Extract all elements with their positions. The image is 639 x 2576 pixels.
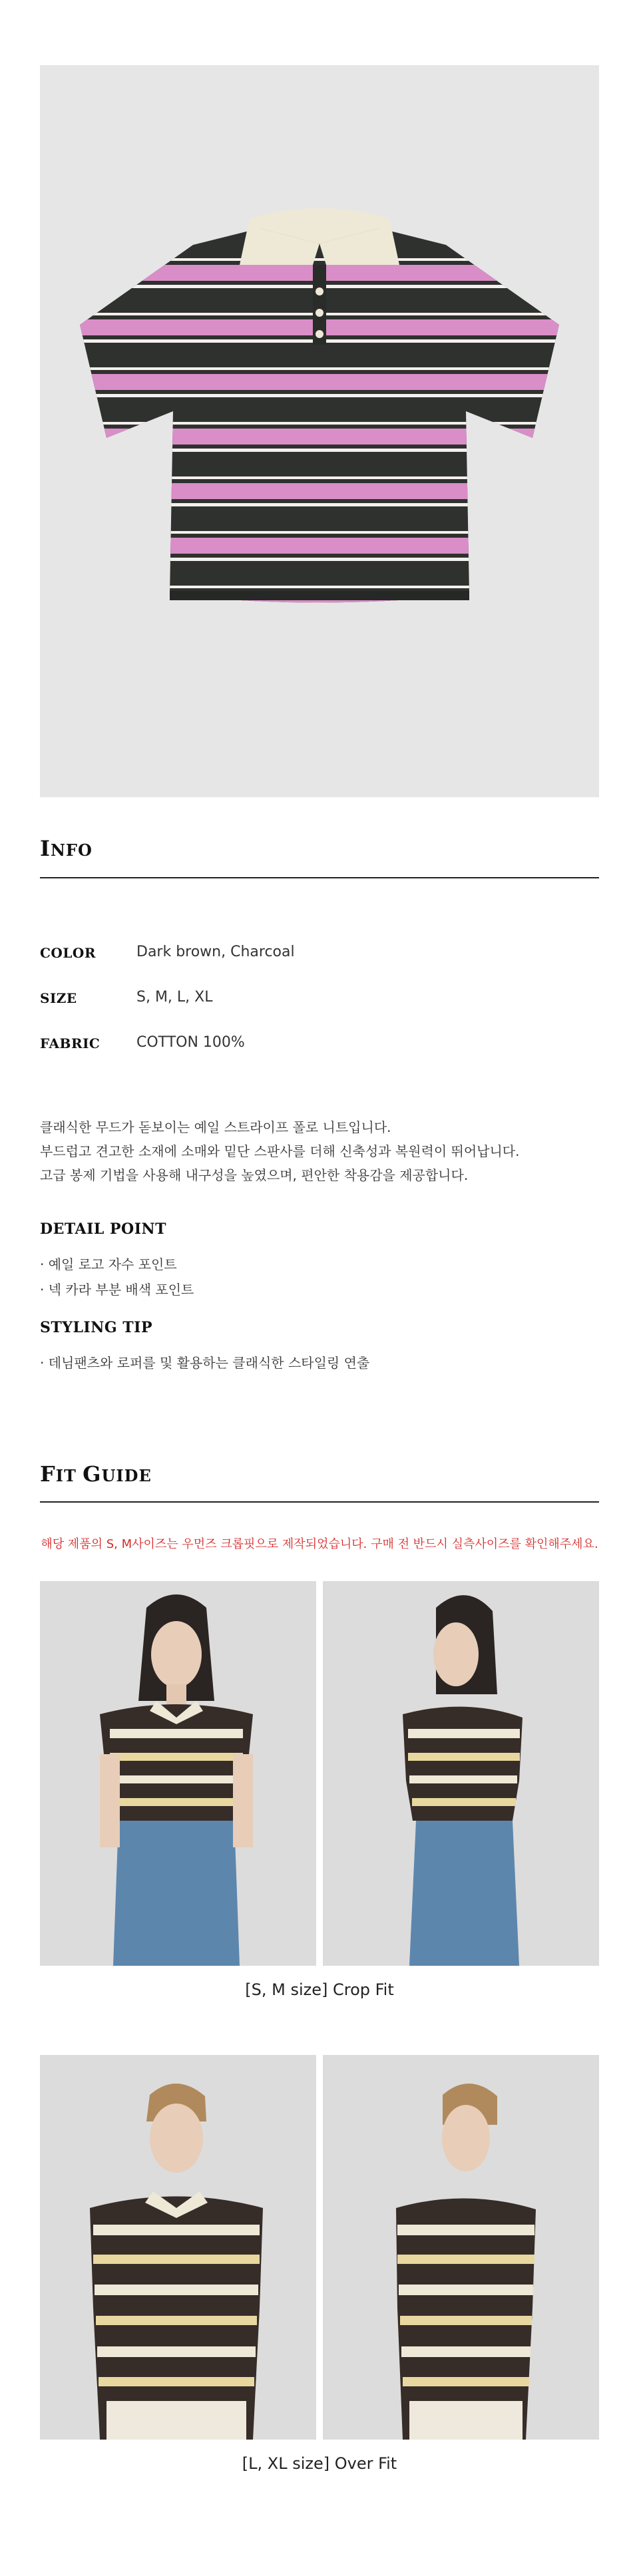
- fit-guide-title: FIT GUIDE: [40, 1461, 152, 1487]
- product-description: [40, 1115, 599, 1187]
- description-line: 클래식한 무드가 돋보이는 예일 스트라이프 폴로 니트입니다.: [40, 1119, 391, 1135]
- styling-tip-item: · 데님팬츠와 로퍼를 및 활용하는 클래식한 스타일링 연출: [40, 1355, 370, 1371]
- detail-point-item: · 예일 로고 자수 포인트: [40, 1256, 177, 1272]
- description-line: 고급 봉제 기법을 사용해 내구성을 높였으며, 편안한 착용감을 제공합니다.: [40, 1167, 469, 1183]
- description-line: 부드럽고 견고한 소재에 소매와 밑단 스판사를 더해 신축성과 복원력이 뛰어납니다.: [40, 1143, 520, 1159]
- over-fit-side-photo: [323, 2055, 599, 2440]
- over-fit-caption: [L, XL size] Over Fit: [242, 2454, 397, 2473]
- crop-fit-caption: [S, M size] Crop Fit: [245, 1980, 394, 1999]
- over-fit-front-photo: [40, 2055, 316, 2440]
- info-title: INFO: [40, 836, 93, 861]
- color-label: COLOR: [40, 945, 96, 961]
- size-notice: 해당 제품의 S, M사이즈는 우먼즈 크롭핏으로 제작되었습니다. 구매 전 반드시 실측사이즈를 확인해주세요.: [41, 1537, 598, 1551]
- fabric-label: FABRIC: [40, 1035, 101, 1051]
- size-label: SIZE: [40, 990, 77, 1006]
- crop-fit-side-photo: [323, 1581, 599, 1966]
- detail-point-title: DETAIL POINT: [40, 1220, 166, 1238]
- styling-tip-title: STYLING TIP: [40, 1319, 152, 1336]
- detail-point-item: · 넥 카라 부분 배색 포인트: [40, 1282, 194, 1298]
- product-image: [40, 65, 599, 797]
- fabric-value: COTTON 100%: [136, 1034, 245, 1051]
- fit-guide-divider: [40, 1501, 599, 1503]
- polo-shirt-illustration: [40, 65, 599, 797]
- size-value: S, M, L, XL: [136, 989, 213, 1006]
- crop-fit-front-photo: [40, 1581, 316, 1966]
- info-divider: [40, 877, 599, 878]
- color-value: Dark brown, Charcoal: [136, 944, 295, 960]
